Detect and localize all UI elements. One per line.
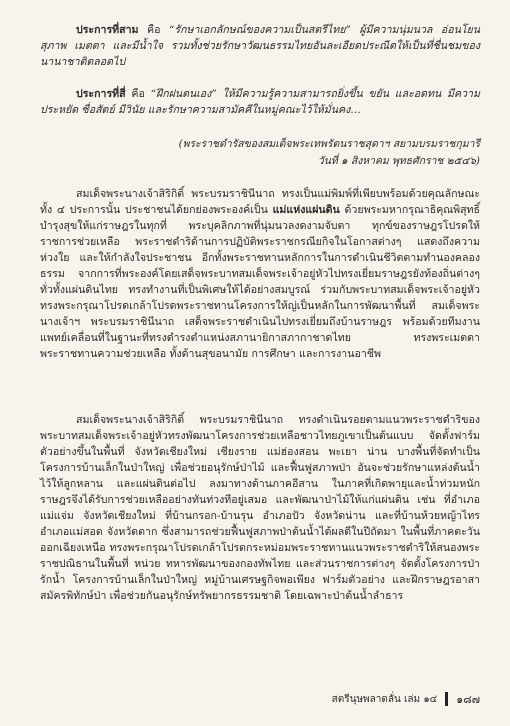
body-paragraph-2 bbox=[40, 412, 480, 604]
principle-three-lead: ประการที่สาม bbox=[76, 24, 139, 36]
principle-three-connector: คือ bbox=[138, 24, 169, 36]
principle-three-paragraph bbox=[40, 22, 480, 70]
footer-separator bbox=[445, 692, 448, 706]
body-paragraph-2-text: สมเด็จพระนางเจ้าสิริกิติ์ พระบรมราชินีนาถ ทรงดำเนินรอยตามแนวพระราชดำริของพระบาทสมเด็จพระเจ้าอยู่หัวทรงพัฒนาโครงการช่วยเหลือชาวไทยภูเขาเป็นต้นแบบ จัดตั้งฟาร์มตัวอย่างขึ้นในพื้นที่ จังหวัดเชียงใหม่ เชียงราย แม่ฮ่องสอน พะเยา น่าน บางพื้นที่จัดทำเป็นโครงการบ้านเล็กในป่าใหญ่ เพื่อช่วยอนุรักษ์ป่าไม้ และฟื้นฟูสภาพป่า อันจะช่วยรักษาแหล่งต้นน้ำไว้ให้ลูกหลาน และแผ่นดินต่อไป ลงมาทางด้านภาคอีสาน ในภาคที่เกิดพายุและน้ำท่วมหนัก ราษฎรจึงได้รับการช่วยเหลืออย่างทันท่วงทีอยู่เสมอ และพัฒนาป่าไม้ให้แก่แผ่นดิน เช่น ที่อำเภอแม่แจ่ม จังหวัดเชียงใหม่ ที่บ้านกรอก-บ้านรุน อำเภอปัว จังหวัดน่าน และที่บ้านห้วยหญ้าไทร อำเภอแม่สอด จังหวัดตาก ซึ่งสามารถช่วยฟื้นฟูสภาพป่าต้นน้ำได้ผลดีในปีถัดมา ในพื้นที่ภาคตะวันออกเฉียงเหนือ ทรงพระกรุณาโปรดเกล้าโปรดกระหม่อมพระราชทานแนวพระราชดำริให้สนองพระราชปณิธานในพื้นที่ หน่วย ทหารพัฒนาของกองทัพไทย และส่วนราชการต่างๆ จัดตั้งโครงการป่ารักน้ำ โครงการบ้านเล็กในป่าใหญ่ หมู่บ้านเศรษฐกิจพอเพียง ฟาร์มตัวอย่าง และฝึกราษฎรอาสาสมัครพิทักษ์ป่า เพื่อช่วยกันอนุรักษ์ทรัพยากรธรรมชาติ โดยเฉพาะป่าต้นน้ำลำธาร bbox=[40, 414, 480, 602]
principle-four-lead: ประการที่สี่ bbox=[76, 88, 126, 100]
principle-four-quote: “ฝึกฝนตนเอง” ให้มีความรู้ความสามารถยิ่งขึ้น ขยัน และอดทน มีความประหยัด ซื่อสัตย์ มีวินัย และรักษาความสามัคคีในหมู่คณะไว้ให้มั่นคง… bbox=[40, 88, 480, 116]
page-number: ๑๘๗ bbox=[456, 693, 480, 706]
page-footer bbox=[300, 690, 480, 708]
footer-title: สตรีนุษพลาดลั่น เล่ม ๑๔ bbox=[331, 693, 438, 705]
quote-source-line-1: (พระราชดำรัสของสมเด็จพระเทพรัตนราชสุดาฯ สยามบรมราชกุมารี bbox=[178, 138, 480, 150]
body-paragraph-1 bbox=[40, 186, 480, 362]
mother-of-the-land-emphasis: แม่แห่งแผ่นดิน bbox=[272, 204, 340, 216]
principle-three-quote: “รักษาเอกลักษณ์ของความเป็นสตรีไทย” ผู้มีความนุ่มนวล อ่อนโยน สุภาพ เมตตา และมีน้ำใจ รวมทั้งช่วยรักษาวัฒนธรรมไทยอันละเอียดประณีตให้เป็นที่ชื่นชมของนานาชาติตลอดไป bbox=[40, 24, 481, 68]
quote-source-line-2: วันที่ ๑ สิงหาคม พุทธศักราช ๒๕๔๖) bbox=[317, 155, 480, 167]
principle-four-connector: คือ bbox=[125, 88, 151, 100]
principle-four-paragraph bbox=[40, 86, 480, 118]
body-paragraph-1-text: สมเด็จพระนางเจ้าสิริกิติ์ พระบรมราชินีนาถ ทรงเป็นแม่พิมพ์ที่เพียบพร้อมด้วยคุณลักษณะทั้ง ๔ ประการนั้น ประชาชนได้ยกย่องพระองค์เป็น แม่แห่งแผ่นดิน ด้วยพระมหากรุณาธิคุณพิสุทธิ์ บำรุงสุขให้แก่ราษฎรในทุกที่ พระบุคลิกภาพที่นุ่มนวลงดงามจับตา ทุกข์ของราษฎรโปรดให้ราชการช่วยเหลือ พระราชดำริด้านการปฏิบัติพระราชกรณียกิจในโอกาสต่างๆ แสดงถึงความห่วงใย และให้กำลังใจประชาชน อีกทั้งพระราชทานหลักการในการดำเนินชีวิตตามทำนองคลองธรรม จากการที่พระองค์โดยเสด็จพระบาทสมเด็จพระเจ้าอยู่หัวไปทรงเยี่ยมราษฎรยังท้องถิ่นต่างๆ ทั่วทั้งแผ่นดินไทย ทรงทำงานที่เป็นพิเศษให้ได้อย่างสมบูรณ์ ร่วมกับพระบาทสมเด็จพระเจ้าอยู่หัวทรงพระกรุณาโปรดเกล้าโปรดพระราชทานโครงการให้ญ่เป็นหลักในการพัฒนาพื้นที่ สมเด็จพระนางเจ้าฯ พระบรมราชินีนาถ เสด็จพระราชดำเนินไปทรงเยี่ยมถึงบ้านราษฎร พร้อมด้วยทีมงานแพทย์เคลื่อนที่ในฐานะที่ทรงดำรงตำแหน่งสภานายิกาสภากาชาดไทย ทรงพระเมตตา พระราชทานความช่วยเหลือ ทั้งด้านสุขอนามัย การศึกษา และการงานอาชีพ bbox=[40, 188, 481, 360]
